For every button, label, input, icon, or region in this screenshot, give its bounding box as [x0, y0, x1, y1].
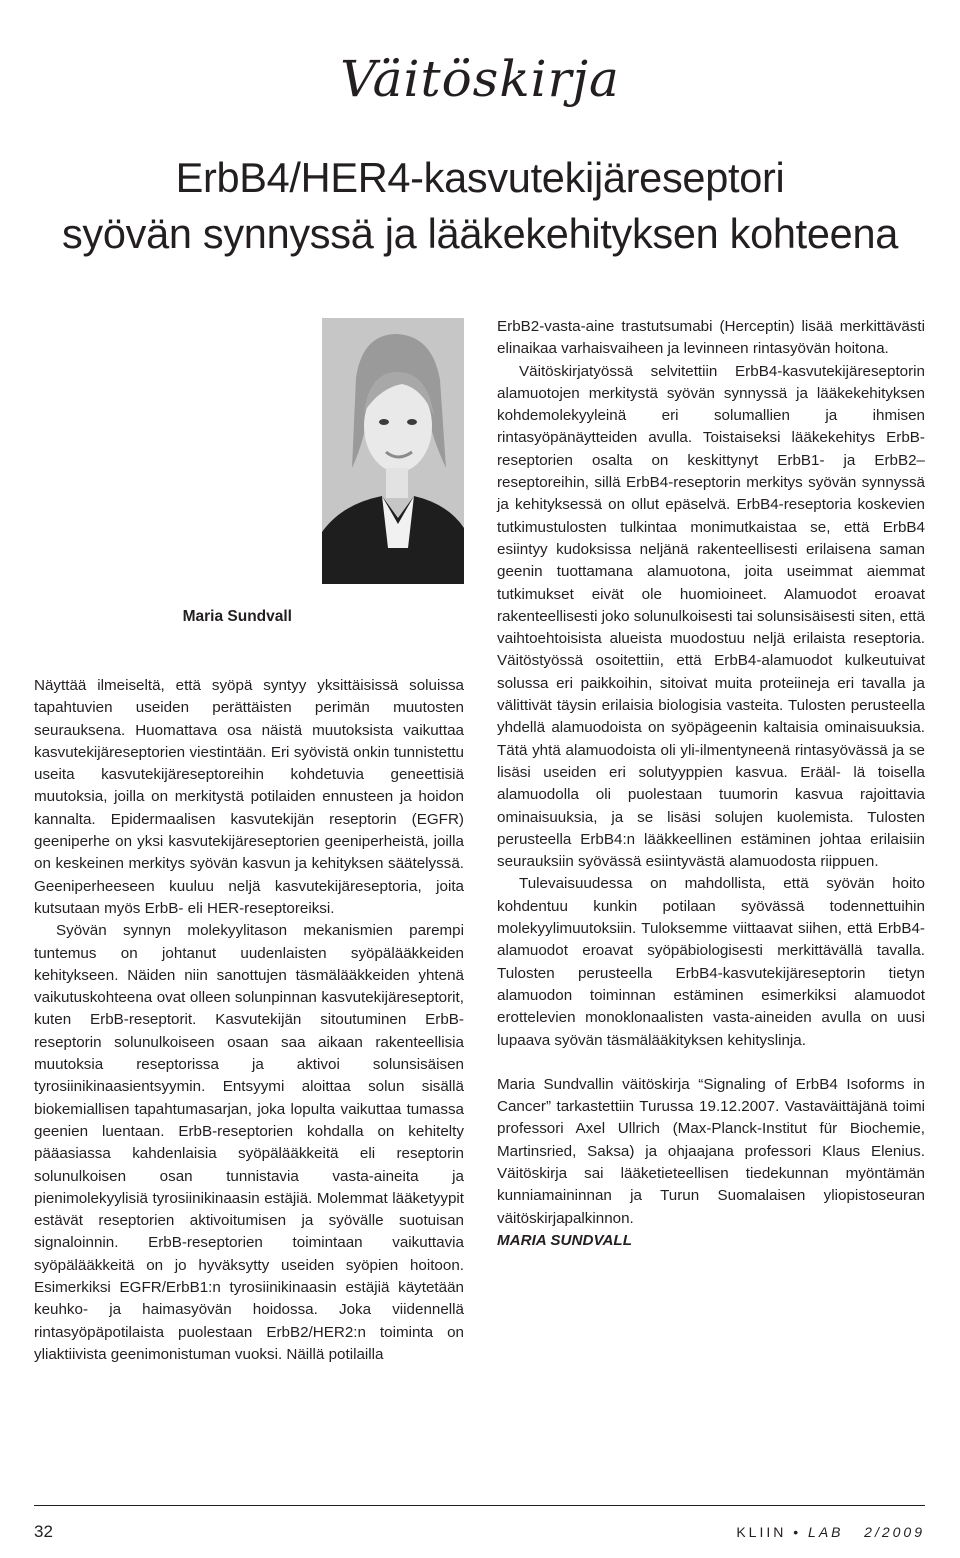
thesis-info-paragraph: Maria Sundvallin väitöskirja “Signaling of ErbB4 Isoforms in Cancer” tarkastettiin Turussa 19.12.2007. Vastaväittäjänä toimi professori Axel Ullrich (Max-Planck-Institut für Biochemie, Martinsried, Saksa) ja ohjaajana professori Klaus Elenius. Väitöskirja sai lääketieteellisen tiedekunnan myöntämän kunniamaininnan ja Turun Suomalaisen yliopistoseuran väitöskirjapalkinnon. — [497, 1075, 925, 1227]
paragraph: Tulevaisuudessa on mahdollista, että syövän hoito kohdentuu kunkin potilaan syövässä todennettuihin molekyylimuutoksiin. Tuloksemme viittaavat siihen, että ErbB4-alamuodot eroavat syöpäbiologisesti merkittävällä tavalla. Tulosten perusteella ErbB4-kasvutekijäreseptorin tietyn alamuodon toiminnan estäminen esimerkiksi alamuodot erottelevien monoklonaalisten vasta-aineiden avulla on uusi lupaava syövän täsmälääkityksen kehityslinja. — [497, 875, 925, 1049]
author-byline: MARIA SUNDVALL — [497, 1231, 632, 1249]
footer-divider — [34, 1505, 925, 1506]
bullet-separator: • — [793, 1524, 802, 1540]
article-title — [0, 150, 960, 262]
article-title-line-1: ErbB4/HER4-kasvutekijäreseptori — [175, 154, 785, 201]
paragraph: Syövän synnyn molekyylitason mekanismien parempi tuntemus on johtanut uudenlaisten syöpälääkkeiden kehitykseen. Näiden niin sanottujen täsmälääkkeiden yhtenä vaikutuskohteena ovat olleen solunpinnan kasvutekijäreseptorit, kuten ErbB-reseptorit. Kasvutekijän sitoutuminen ErbB-reseptorin solunulkoiseen osaan saa aikaan rakenteellisia muutoksia reseptorissa ja aktivoi solunsisäisen tyrosiinikinaasientsyymin. Entsyymi aloittaa solun sisällä biokemiallisen tapahtumasarjan, joka lopulta vaikuttaa tumassa geenien luentaan. ErbB-reseptorien kohdalla on kehitelty pääasiassa kahdenlaisia syöpälääkkeitä eli reseptorin solunulkoisen osan tunnistavia vasta-aineita ja pienimolekyylisiä tyrosiinikinaasin estäjiä. Molemmat lääketyypit estävät reseptorien aktivoitumisen ja syövälle suotuisan signaloinnin. ErbB-reseptorien toimintaan vaikuttavia syöpälääkkeitä on jo hyväksytty useiden syöpien hoitoon. Esimerkiksi EGFR/ErbB1:n tyrosiinikinaasin estäjiä käytetään keuhko- ja haimasyövän hoidossa. Joka viidennellä rintasyöpäpotilaista puolestaan ErbB2/HER2:n toiminta on yliaktiivista geenimonistuman vuoksi. Näillä potilailla — [34, 922, 464, 1363]
right-column — [497, 316, 925, 1252]
paragraph: Väitöskirjatyössä selvitettiin ErbB4-kasvutekijäreseptorin alamuotojen merkitystä syövän synnyssä ja lääkekehityksen kohdemolekyyleinä eri solumallien ja ihmisen rintasyöpänäytteiden avulla. Toistaiseksi lääkekehitys ErbB-reseptorien osalta on keskittynyt ErbB1- ja ErbB2–reseptoreihin, sillä ErbB4-reseptorin merkitys syövän synnyssä ja kehityksessä on ollut epäselvä. ErbB4-reseptoria koskevien tutkimustulosten tulkintaa monimutkaistaa se, että ErbB4 esiintyy kudoksissa neljänä rakenteellisesti erilaisena saman geenin tuottamana alamuotona, joita useimmat aiemmat tutkimukset eivät ole huomioineet. Alamuodot eroavat rakenteellisesti joko solunulkoisesti tai solunsisäisesti siten, että vaihtoehtoisista alueista muodostuu neljä erilaista reseptoria. Väitöstyössä osoitettiin, että ErbB4-alamuodot kulkeutuivat solussa eri paikkoihin, sitoivat muita proteiineja eri tavalla ja välittivät täysin erilaisia biologisia vasteita. Tulosten perusteella yhdellä alamuodoista on syöpägeenin kaltaisia ominaisuuksia. Tätä yhtä alamuodoista oli yli-ilmentyneenä rintasyövässä ja se lisäsi useiden eri solutyyppien kasvua. Erääl- lä toisella alamuodolla oli puolestaan tuumorin kasvua rajoittavia ominaisuuksia, ja se lisäsi solujen kuolemista. Tulosten perusteella ErbB4:n lääkkeellinen estäminen johtaa erilaisiin seurauksiin syövässä esiintyvästä alamuodosta riippuen. — [497, 362, 925, 871]
author-portrait-photo — [322, 318, 464, 584]
paragraph-gap — [497, 1052, 925, 1074]
paragraph: Näyttää ilmeiseltä, että syöpä syntyy yksittäisissä soluissa tapahtuvien useiden perättäisten perimän muutosten seurauksena. Huomattava osa näistä muutoksista vaikuttaa kasvutekijäreseptorien viestintään. Eri syövistä onkin tunnistettu useita kasvutekijäreseptoreihin kohdetuvia geneettisiä muutoksia, joilla on merkitystä potilaiden ennusteen ja hoidon kannalta. Epidermaalisen kasvutekijän reseptorin (EGFR) geeniperhe on yksi kasvutekijäreseptorien geeniperheistä, joilla on keskeinen merkitys syövän kasvun ja kehityksen säätelyssä. Geeniperheeseen kuuluu neljä kasvutekijäreseptoria, joita kutsutaan myös ErbB- eli HER-reseptoreiksi. — [34, 677, 464, 917]
article-title-line-2: syövän synnyssä ja lääkekehityksen kohteena — [61, 210, 899, 257]
photo-caption: Maria Sundvall — [182, 608, 292, 625]
page-number: 32 — [34, 1522, 53, 1541]
portrait-illustration — [322, 318, 464, 584]
magazine-name: KLIIN — [736, 1524, 787, 1540]
magazine-section: LAB — [808, 1524, 844, 1540]
paragraph: ErbB2-vasta-aine trastutsumabi (Herceptin) lisää merkittävästi elinaikaa varhaisvaiheen ja levinneen rintasyövän hoitona. — [497, 318, 925, 358]
section-label: Väitöskirja — [340, 50, 620, 108]
left-column — [34, 675, 464, 1366]
magazine-footer — [736, 1524, 925, 1540]
issue-number: 2/2009 — [864, 1524, 925, 1540]
